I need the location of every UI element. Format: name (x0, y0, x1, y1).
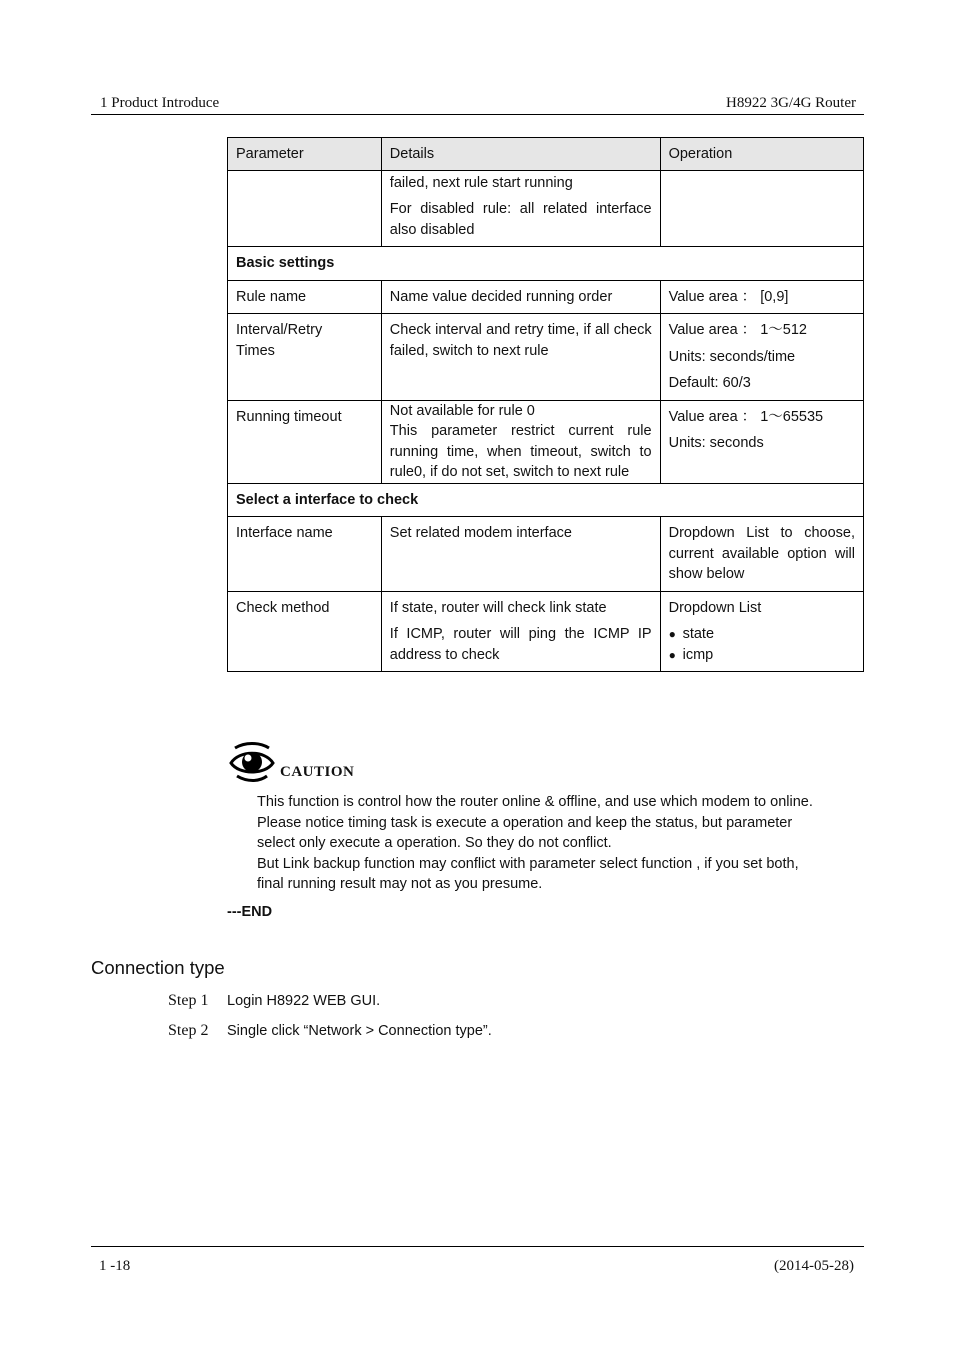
param-cell (228, 314, 382, 401)
step-label: Step 2 (168, 1022, 209, 1039)
bullet-icon: ● (668, 627, 676, 641)
section-heading-basic: Basic settings (228, 247, 864, 281)
section-heading-select: Select a interface to check (228, 483, 864, 517)
details-cell: Set related modem interface (381, 517, 660, 592)
param-cell (228, 170, 382, 247)
operation-cell (660, 170, 863, 247)
caution-text (257, 792, 867, 895)
parameter-table (227, 137, 864, 672)
section-row-select (228, 483, 864, 517)
section-row-basic (228, 247, 864, 281)
section-title: Connection type (91, 957, 225, 978)
caution-line: This function is control how the router online & offline, and use which modem to online. (257, 794, 813, 810)
details-cell: Check interval and retry time, if all check failed, switch to next rule (381, 314, 660, 401)
step-item (168, 992, 380, 1010)
operation-cell: Dropdown List to choose, current available option will show below (660, 517, 863, 592)
caution-badge (229, 742, 369, 782)
header-product: H8922 3G/4G Router (726, 95, 856, 111)
param-cell: Interface name (228, 517, 382, 592)
param-text: Interval/Retry Times (236, 322, 323, 359)
operation-cell (660, 400, 863, 483)
details-text: If state, router will check link state (389, 599, 607, 616)
operation-text: Value area ： 1～65535 (668, 408, 824, 425)
caution-label: CAUTION (280, 764, 355, 780)
step-label: Step 1 (168, 992, 209, 1009)
table-row (228, 314, 864, 401)
details-text: This parameter restrict current rule running time, when timeout, switch to rule0, if do not set, switch to next rule (389, 423, 652, 480)
details-text: Not available for rule 0 (389, 402, 535, 419)
table-row (228, 400, 864, 483)
page-header (91, 95, 864, 115)
column-header-operation: Operation (660, 138, 863, 171)
operation-cell (660, 591, 863, 672)
option-label: state (682, 626, 715, 642)
details-text: If ICMP, router will ping the ICMP IP address to check (389, 626, 652, 663)
column-header-details: Details (381, 138, 660, 171)
operation-text: Units: seconds/time (668, 348, 796, 365)
footer-date: (2014-05-28) (774, 1258, 854, 1274)
table-row (228, 591, 864, 672)
param-cell: Running timeout (228, 400, 382, 483)
header-chapter: 1 Product Introduce (100, 95, 220, 111)
param-cell: Check method (228, 591, 382, 672)
table-row (228, 517, 864, 592)
details-text: failed, next rule start running (389, 174, 573, 191)
step-item (168, 1022, 492, 1040)
details-cell (381, 400, 660, 483)
step-text: Login H8922 WEB GUI. (227, 993, 381, 1009)
bullet-list (669, 624, 855, 665)
column-header-parameter: Parameter (228, 138, 382, 171)
details-cell: Name value decided running order (381, 280, 660, 314)
table-row (228, 280, 864, 314)
operation-text: Dropdown List (668, 599, 762, 616)
end-marker: ---END (227, 904, 273, 920)
caution-line: final running result may not as you presume. (257, 876, 543, 892)
operation-cell: Value area ： [0,9] (660, 280, 863, 314)
step-text: Single click “Network > Connection type”. (227, 1023, 492, 1039)
operation-text: Units: seconds (668, 435, 764, 451)
caution-line: But Link backup function may conflict with parameter select function , if you set both, (257, 855, 799, 872)
bullet-icon: ● (668, 647, 676, 662)
list-item (669, 624, 855, 645)
footer-divider (91, 1246, 864, 1247)
table-header-row (228, 138, 864, 171)
list-item (669, 645, 855, 666)
details-text: For disabled rule: all related interface also disabled (389, 201, 652, 238)
caution-line: select only execute a operation. So they do not conflict. (257, 835, 612, 851)
caution-line: Please notice timing task is execute a operation and keep the status, but parameter (257, 814, 793, 831)
param-cell: Rule name (228, 280, 382, 314)
details-cell (381, 591, 660, 672)
operation-cell (660, 314, 863, 401)
table-row (228, 170, 864, 247)
details-cell (381, 170, 660, 247)
option-label: icmp (682, 646, 714, 663)
page-number: 1 -18 (99, 1258, 131, 1274)
operation-text: Default: 60/3 (668, 375, 751, 391)
operation-text: Value area ： 1～512 (668, 322, 807, 338)
